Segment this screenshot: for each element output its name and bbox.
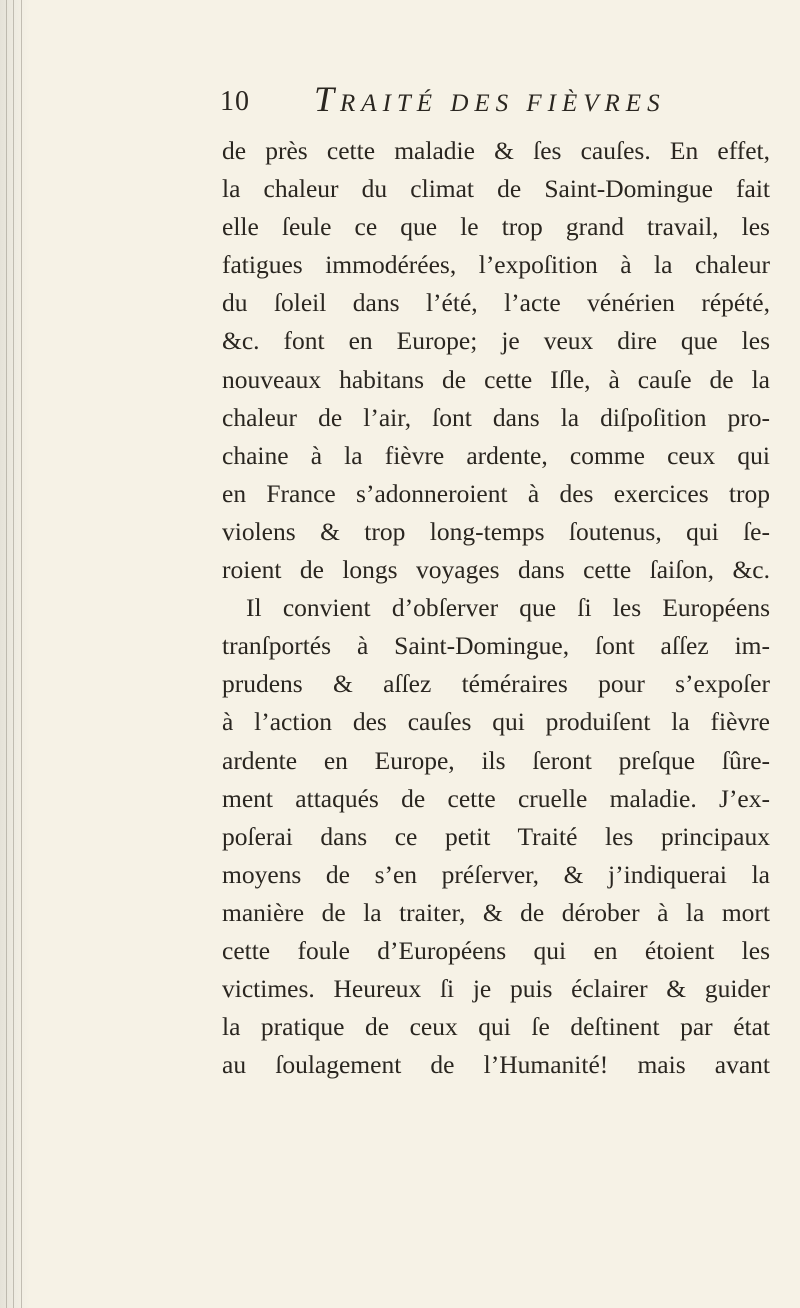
text-line: à l’action des cauſes qui produiſent la fièvre xyxy=(222,707,770,737)
running-title xyxy=(314,78,666,120)
text-line: elle ſeule ce que le trop grand travail, les xyxy=(222,212,770,242)
text-line: de près cette maladie & ſes cauſes. En effet, xyxy=(222,136,770,165)
text-line: au ſoulagement de l’Humanité! mais avant xyxy=(222,1050,770,1080)
running-title-rest: RAITÉ DES FIÈVRES xyxy=(340,90,666,117)
text-line: manière de la traiter, & de dérober à la mort xyxy=(222,897,770,927)
text-line: ment attaqués de cette cruelle maladie. J’ex- xyxy=(222,783,770,813)
text-line: moyens de s’en préſerver, & j’indiquerai la xyxy=(222,859,770,889)
book-gutter-edge xyxy=(0,0,30,1308)
text-line: cette foule d’Européens qui en étoient les xyxy=(222,935,770,965)
text-line: nouveaux habitans de cette Iſle, à cauſe de la xyxy=(222,364,770,394)
page-number: 10 xyxy=(220,86,250,117)
page-header xyxy=(220,78,740,118)
text-line: en France s’adonneroient à des exercices trop xyxy=(222,478,770,508)
text-line: Il convient d’obſerver que ſi les Européens xyxy=(246,593,770,623)
text-line: poſerai dans ce petit Traité les principaux xyxy=(222,821,770,851)
body-paragraph xyxy=(222,132,770,1084)
text-line: chaine à la fièvre ardente, comme ceux qui xyxy=(222,440,770,470)
text-line: chaleur de l’air, ſont dans la diſpoſition pro- xyxy=(222,402,770,432)
gutter-line xyxy=(21,0,22,1308)
text-line: la pratique de ceux qui ſe deſtinent par état xyxy=(222,1012,770,1042)
text-line: fatigues immodérées, l’expoſition à la chaleur xyxy=(222,250,770,280)
text-line: prudens & aſſez téméraires pour s’expoſer xyxy=(222,669,770,699)
gutter-line xyxy=(13,0,14,1308)
text-line: victimes. Heureux ſi je puis éclairer & guider xyxy=(222,974,770,1004)
gutter-line xyxy=(6,0,7,1308)
running-title-initial: T xyxy=(314,79,341,119)
text-line: du ſoleil dans l’été, l’acte vénérien répété, xyxy=(222,288,770,318)
text-line: roient de longs voyages dans cette ſaiſon, &c. xyxy=(222,555,770,585)
text-line: ardente en Europe, ils ſeront preſque ſûre- xyxy=(222,745,770,775)
text-line: la chaleur du climat de Saint-Domingue fait xyxy=(222,174,770,204)
text-line: tranſportés à Saint-Domingue, ſont aſſez im- xyxy=(222,631,770,661)
text-line: &c. font en Europe; je veux dire que les xyxy=(222,326,770,356)
text-line: violens & trop long-temps ſoutenus, qui ſe- xyxy=(222,516,770,546)
